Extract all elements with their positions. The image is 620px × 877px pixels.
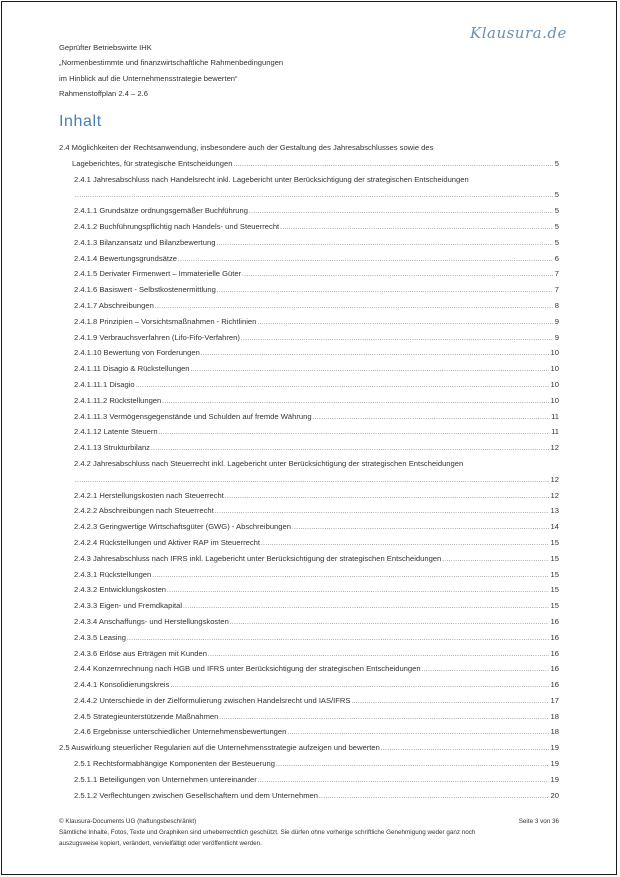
toc-entry[interactable] [59, 314, 559, 330]
header-line-2: „Normenbestimmte und finanzwirtschaftliche Rahmenbedingungen [59, 58, 284, 68]
toc-page-number: 13 [550, 506, 559, 516]
toc-entry[interactable] [59, 598, 559, 614]
toc-entry[interactable] [59, 251, 559, 267]
toc-page-number: 7 [554, 269, 559, 279]
toc-entry[interactable] [59, 330, 559, 346]
toc-entry[interactable] [59, 282, 559, 298]
toc-entry[interactable] [59, 756, 559, 772]
toc-entry-title: 2.4.6 Ergebnisse unterschiedlicher Unternehmensbewertungen [74, 727, 287, 737]
toc-entry-title: 2.4.1.2 Buchführungspflichtig nach Handels- und Steuerrecht [74, 221, 280, 231]
toc-page-number: 15 [550, 553, 559, 563]
toc-entry-title: 2.4.3 Jahresabschluss nach IFRS inkl. Lagebericht unter Berücksichtigung der strategischen Entscheidungen [74, 553, 442, 563]
toc-entry[interactable] [59, 567, 559, 583]
toc-page-number: 11 [551, 411, 559, 421]
toc-page-number: 12 [550, 443, 559, 453]
toc-entry[interactable] [59, 203, 559, 219]
toc-entry[interactable] [59, 630, 559, 646]
toc-entry-title: 2.4.4 Konzernrechnung nach HGB und IFRS unter Berücksichtigung der strategischen Entscheidungen [74, 664, 421, 674]
toc-entry-title: 2.4.1.12 Latente Steuern [74, 427, 158, 437]
footer-notice-line-1: Sämtliche Inhalte, Fotos, Texte und Graphiken sind urheberrechtlich geschützt. Sie dürfen ohne vorherige schriftliche Genehmigung weder ganz noch [59, 829, 476, 836]
toc-entry[interactable] [59, 345, 559, 361]
toc-entry-title: 2.4.3.4 Anschaffungs- und Herstellungskosten [74, 616, 229, 626]
toc-entry[interactable] [59, 172, 559, 204]
toc-page-number: 16 [550, 616, 559, 626]
toc-page-number: 5 [554, 158, 559, 168]
toc-entry-title: 2.5.1 Rechtsformabhängige Komponenten der Besteuerung [74, 759, 275, 769]
toc-page-number: 5 [554, 221, 559, 231]
header-line-4: Rahmenstoffplan 2.4 – 2.6 [59, 88, 148, 98]
toc-page-number: 12 [550, 474, 559, 484]
toc-page-number: 20 [550, 790, 559, 800]
toc-page-number: 16 [550, 632, 559, 642]
toc-page-number: 16 [550, 648, 559, 658]
toc-entry-title: 2.4 Möglichkeiten der Rechtsanwendung, insbesondere auch der Gestaltung des Jahresabschlusses sowie des [59, 143, 434, 152]
toc-page-number: 14 [550, 522, 559, 532]
klausura-logo: Klausura.de [470, 24, 567, 42]
toc-entry-title: 2.4.1.11.2 Rückstellungen [74, 395, 162, 405]
toc-entry-title: 2.5.1.2 Verflechtungen zwischen Gesellschaftern und dem Unternehmen [74, 790, 318, 800]
toc-entry-title: 2.4.1.6 Basiswert - Selbstkostenermittlung [74, 285, 216, 295]
toc-page-number: 18 [550, 727, 559, 737]
toc-page-number: 15 [550, 569, 559, 579]
toc-entry-title: 2.4.1.11.1 Disagio [74, 379, 135, 389]
toc-entry-title: 2.4.4.2 Unterschiede in der Zielformulierung zwischen Handelsrecht und IAS/IFRS [74, 695, 351, 705]
toc-entry[interactable] [59, 235, 559, 251]
toc-page-number: 10 [550, 348, 559, 358]
toc-entry-title-continued: Lageberichtes, für strategische Entscheidungen [72, 158, 233, 168]
toc-entry[interactable] [59, 646, 559, 662]
toc-entry[interactable] [59, 535, 559, 551]
toc-page-number: 19 [550, 759, 559, 769]
page-footer [59, 816, 559, 849]
toc-entry-title: 2.4.1.11 Disagio & Rückstellungen [74, 364, 190, 374]
toc-entry[interactable] [59, 614, 559, 630]
toc-page-number: 19 [550, 774, 559, 784]
toc-entry[interactable] [59, 693, 559, 709]
toc-page-number: 15 [550, 601, 559, 611]
header-line-3: im Hinblick auf die Unternehmensstrategie bewerten“ [59, 73, 238, 83]
toc-entry-title: 2.4.3.2 Entwicklungskosten [74, 585, 167, 595]
table-of-contents [59, 140, 559, 803]
footer-page-number: Seite 3 von 36 [518, 818, 559, 825]
toc-page-number: 8 [554, 300, 559, 310]
toc-entry[interactable] [59, 488, 559, 504]
toc-entry[interactable] [59, 298, 559, 314]
toc-entry[interactable] [59, 219, 559, 235]
toc-entry-title: 2.4.1.7 Abschreibungen [74, 300, 154, 310]
toc-entry-title: 2.4.1.3 Bilanzansatz und Bilanzbewertung [74, 237, 216, 247]
toc-entry-title: 2.4.3.5 Leasing [74, 632, 126, 642]
toc-entry-title: 2.4.5 Strategieunterstützende Maßnahmen [74, 711, 219, 721]
toc-entry-title: 2.4.1 Jahresabschluss nach Handelsrecht inkl. Lagebericht unter Berücksichtigung der strategischen Entscheidungen [74, 174, 469, 184]
toc-entry[interactable] [59, 709, 559, 725]
toc-entry-title: 2.4.1.4 Bewertungsgrundsätze [74, 253, 178, 263]
toc-entry[interactable] [59, 582, 559, 598]
toc-entry-title: 2.4.1.11.3 Vermögensgegenstände und Schulden auf fremde Währung [74, 411, 312, 421]
toc-entry-title: 2.4.2.1 Herstellungskosten nach Steuerrecht [74, 490, 224, 500]
toc-entry[interactable] [59, 266, 559, 282]
toc-page-number: 10 [550, 364, 559, 374]
toc-page-number: 6 [554, 253, 559, 263]
toc-page-number: 7 [554, 285, 559, 295]
toc-entry[interactable] [59, 677, 559, 693]
toc-entry[interactable] [59, 519, 559, 535]
toc-entry[interactable] [59, 503, 559, 519]
toc-entry-title: 2.4.2.2 Abschreibungen nach Steuerrecht [74, 506, 214, 516]
toc-entry[interactable] [59, 661, 559, 677]
toc-page-number: 5 [554, 190, 559, 200]
toc-page-number: 15 [550, 585, 559, 595]
toc-entry-title: 2.4.4.1 Konsolidierungskreis [74, 680, 170, 690]
toc-page-number: 18 [550, 711, 559, 721]
toc-page-number: 10 [550, 395, 559, 405]
toc-entry[interactable] [59, 409, 559, 425]
toc-entry-title: 2.4.1.8 Prinzipien – Vorsichtsmaßnahmen - Richtlinien [74, 316, 257, 326]
toc-page-number: 10 [550, 379, 559, 389]
toc-page-number: 9 [554, 332, 559, 342]
toc-entry[interactable] [59, 424, 559, 440]
toc-entry[interactable] [59, 740, 559, 756]
header-line-1: Geprüfter Betriebswirte IHK [59, 43, 152, 52]
toc-entry-title: 2.4.1.9 Verbrauchsverfahren (Lifo-Fifo-Verfahren) [74, 332, 240, 342]
toc-entry[interactable] [59, 772, 559, 788]
toc-page-number: 16 [550, 664, 559, 674]
toc-page-number: 17 [550, 695, 559, 705]
toc-entry-title: 2.4.1.10 Bewertung von Forderungen [74, 348, 200, 358]
toc-entry[interactable] [59, 377, 559, 393]
page-title: Inhalt [59, 113, 102, 130]
toc-entry-title: 2.4.1.13 Strukturbilanz [74, 443, 150, 453]
toc-entry[interactable] [59, 393, 559, 409]
footer-copyright: © Klausura-Documents UG (haftungsbeschränkt) [59, 818, 197, 825]
toc-entry-title: 2.4.3.1 Rückstellungen [74, 569, 152, 579]
toc-entry[interactable] [59, 551, 559, 567]
toc-entry-title: 2.4.2.4 Rückstellungen und Aktiver RAP im Steuerrecht [74, 537, 261, 547]
toc-entry-title: 2.4.1.5 Derivater Firmenwert – Immaterielle Güter [74, 269, 242, 279]
toc-entry[interactable] [59, 456, 559, 488]
toc-entry-title: 2.5 Auswirkung steuerlicher Regularien auf die Unternehmensstrategie aufzeigen und bewerten [59, 743, 380, 753]
toc-entry[interactable] [59, 440, 559, 456]
toc-entry-title: 2.4.3.3 Eigen- und Fremdkapital [74, 601, 183, 611]
toc-entry[interactable] [59, 140, 559, 172]
toc-entry-title: 2.4.2 Jahresabschluss nach Steuerrecht inkl. Lagebericht unter Berücksichtigung der strategischen Entscheidungen [74, 458, 464, 468]
toc-leader-dots [319, 790, 549, 806]
toc-entry-title: 2.5.1.1 Beteiligungen von Unternehmen untereinander [74, 774, 257, 784]
toc-page-number: 9 [554, 316, 559, 326]
toc-page-number: 19 [550, 743, 559, 753]
toc-entry-title: 2.4.1.1 Grundsätze ordnungsgemäßer Buchführung [74, 206, 248, 216]
toc-entry[interactable] [59, 724, 559, 740]
toc-page-number: 15 [550, 537, 559, 547]
toc-page-number: 16 [550, 680, 559, 690]
toc-entry-title: 2.4.2.3 Geringwertige Wirtschaftsgüter (GWG) - Abschreibungen [74, 522, 291, 532]
footer-notice-line-2: auszugsweise kopiert, verändert, vervielfältigt oder veröffentlicht werden. [59, 839, 262, 847]
toc-entry[interactable] [59, 788, 559, 804]
toc-entry[interactable] [59, 361, 559, 377]
toc-page-number: 5 [554, 237, 559, 247]
document-header [59, 40, 283, 101]
toc-page-number: 12 [550, 490, 559, 500]
toc-page-number: 11 [551, 427, 559, 437]
toc-page-number: 5 [554, 206, 559, 216]
toc-entry-title: 2.4.3.6 Erlöse aus Erträgen mit Kunden [74, 648, 207, 658]
